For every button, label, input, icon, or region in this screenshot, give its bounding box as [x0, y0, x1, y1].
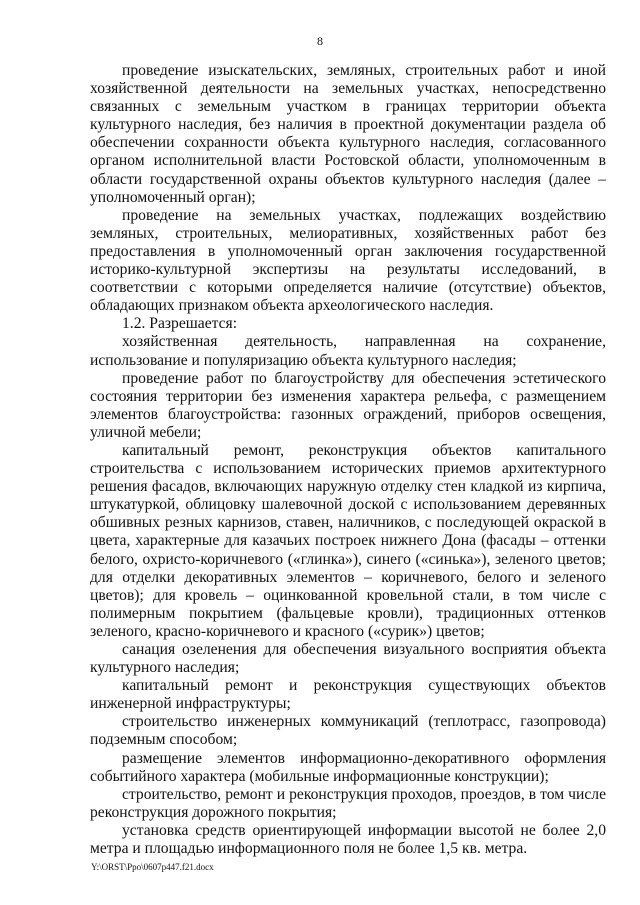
paragraph: капитальный ремонт и реконструкция существующих объектов инженерной инфраструктуры; — [90, 677, 606, 713]
paragraph: проведение изыскательских, земляных, строительных работ и иной хозяйственной деятельности на земельных участках, непосредственно связанных с земельным участком в границах территории объекта культурного наследия, без наличия в проектной документации раздела об обеспечении сохранности объекта культурного наследия, согласованного органом исполнительной власти Ростовской области, уполномоченным в области государственной охраны объектов культурного наследия (далее – уполномоченный орган); — [90, 62, 606, 206]
paragraph: хозяйственная деятельность, направленная на сохранение, использование и популяризацию объекта культурного наследия; — [90, 333, 606, 369]
paragraph: строительство, ремонт и реконструкция проходов, проездов, в том числе реконструкция дорожного покрытия; — [90, 785, 606, 821]
paragraph: проведение работ по благоустройству для обеспечения эстетического состояния территории без изменения характера рельефа, с размещением элементов благоустройства: газонных ограждений, приборов освещения, уличной мебели; — [90, 369, 606, 441]
section-heading: 1.2. Разрешается: — [122, 315, 238, 333]
paragraph: размещение элементов информационно-декоративного оформления событийного характера (мобильные информационные конструкции); — [90, 749, 606, 785]
paragraph: санация озеленения для обеспечения визуального восприятия объекта культурного наследия; — [90, 641, 606, 677]
document-body — [90, 62, 606, 858]
page-number: 8 — [317, 34, 323, 48]
paragraph: установка средств ориентирующей информации высотой не более 2,0 метра и площадью информационного поля не более 1,5 кв. метра. — [90, 821, 606, 858]
paragraph: строительство инженерных коммуникаций (теплотрасс, газопровода) подземным способом; — [90, 713, 606, 749]
paragraph: капитальный ремонт, реконструкция объектов капитального строительства с использованием исторических приемов архитектурного решения фасадов, включающих наружную отделку стен кладкой из кирпича, штукатуркой, облицовку шалевочной доской с использованием деревянных обшивных резных карнизов, ставен, наличников, с последующей окраской в цвета, характерные для казачьих построек нижнего Дона (фасады – оттенки белого, охристо-коричневого («глинка»), синего («синька»), зеленого цветов; для отделки декоративных элементов – коричневого, белого и зеленого цветов); для кровель – оцинкованной кровельной стали, в том числе с полимерным покрытием (фальцевые кровли), традиционных оттенков зеленого, красно-коричневого и красного («сурик») цветов; — [90, 441, 606, 640]
paragraph: проведение на земельных участках, подлежащих воздействию земляных, строительных, мелиоративных, хозяйственных работ без предоставления в уполномоченный орган заключения государственной историко-культурной экспертизы на результаты исследований, в соответствии с которыми определяется наличие (отсутствие) объектов, обладающих признаком объекта археологического наследия. — [90, 206, 606, 315]
file-path-footer: Y:\ORST\Ppo\0607p447.f21.docx — [91, 862, 214, 872]
